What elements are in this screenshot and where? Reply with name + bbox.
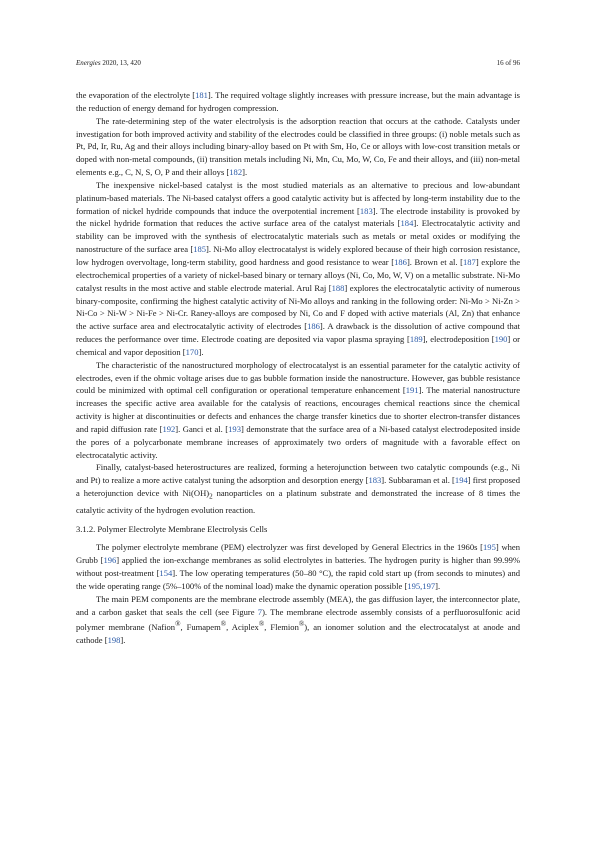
citation-link[interactable]: 194 [454, 475, 468, 486]
paragraph-4: The characteristic of the nanostructured morphology of electrocatalyst is an essential parameter for the catalytic activity of electrodes, even if the ohmic voltage arises due to gas bubble formation inside the nanostructure. However, gas bubble resistance could be minimized with optimal cell configuration or operational temperature enhancement [191]. The material nanostructure increases the specific active area available for the catalysis of reactions, encourages chemical reactions since the chemical activity is higher at discontinuities or defects and enhances the charge transfer kinetics due to shorter electron-transfer distances and rapid diffusion rate [192]. Ganci et al. [193] demonstrate that the surface area of a Ni-based catalyst electrodeposited inside the pores of a polycarbonate membrane increases of approximately two orders of magnitude with a favorable effect on electrocatalytic activity. [76, 359, 520, 460]
citation-link[interactable]: 188 [331, 282, 345, 293]
paragraph-6: The polymer electrolyte membrane (PEM) electrolyzer was first developed by General Electrics in the 1960s [195] when Grubb [196] applied the ion-exchange membranes as solid electrolytes in batteries. The hydrogen purity is higher than 99.99% without post-treatment [154]. The low operating temperatures (50–80 °C), the rapid cold start up (from seconds to minutes) and the wide operating range (5%–100% of the nominal load) make the dynamic operation possible [195,197]. [76, 542, 520, 591]
paragraph-7: The main PEM components are the membrane electrode assembly (MEA), the gas diffusion layer, the interconnector plate, and a carbon gasket that seals the cell (see Figure 7). The membrane electrode assembly consists of a perfluorosulfonic acid polymer membrane (Nafion®, Fumapem®, Aciplex®, Flemion®), an ionomer solution and the electrocatalyst at anode and cathode [198]. [76, 593, 521, 646]
registered-mark: ® [175, 620, 181, 629]
citation-link[interactable]: 186 [307, 321, 320, 332]
citation-link[interactable]: 195,197 [407, 580, 436, 591]
citation-link[interactable]: 195 [483, 542, 496, 553]
citation-link[interactable]: 189 [409, 334, 423, 345]
citation-link[interactable]: 190 [494, 334, 508, 345]
citation-link[interactable]: 182 [229, 167, 243, 178]
registered-mark: ® [258, 620, 265, 629]
paragraph-2: The rate-determining step of the water electrolysis is the adsorption reaction that occurs at the cathode. Catalysts under investigation for both improved activity and stability of the electrodes could be classified in three groups: (i) noble metals such as Pt, Pd, Ir, Ru, Ag and their alloys including binary-alloy based on Pt with Sm, Ho, Ce or alloys with low-cost transition metals or doped with non-metal compounds, (ii) transition metals including Ni, Mn, Cu, Mo, W, Co, Fe and their alloys, and (iii) non-metal elements e.g., C, N, S, O, P and their alloys [182]. [76, 115, 520, 178]
registered-mark: ® [220, 620, 227, 629]
journal-volume: 2020, 13, 420 [100, 59, 141, 67]
citation-link[interactable]: 187 [463, 256, 476, 267]
paragraph-1: the evaporation of the electrolyte [181]. The required voltage slightly increases with pressure increase, but the main advantage is the reduction of energy demand for hydrogen compression. [76, 90, 520, 113]
subscript: 2 [209, 492, 213, 501]
citation-link[interactable]: 192 [162, 423, 176, 434]
citation-link[interactable]: 184 [400, 218, 414, 229]
citation-link[interactable]: 181 [195, 90, 208, 100]
citation-link[interactable]: 183 [368, 475, 382, 486]
journal-citation [76, 57, 141, 69]
citation-link[interactable]: 154 [159, 568, 173, 579]
figure-link[interactable]: 7 [257, 606, 263, 617]
citation-link[interactable]: 185 [193, 244, 207, 255]
citation-link[interactable]: 186 [394, 256, 407, 267]
citation-link[interactable]: 170 [185, 346, 199, 357]
citation-link[interactable]: 191 [405, 385, 419, 396]
section-heading: 3.1.2. Polymer Electrolyte Membrane Electrolysis Cells [76, 523, 268, 534]
journal-name: Energies [76, 59, 101, 67]
paragraph-5: Finally, catalyst-based heterostructures are realized, forming a heterojunction between two catalytic compounds (e.g., Ni and Pt) to realize a more active catalyst tuning the adsorption and desorption energy [183]. Subbaraman et al. [194] first proposed a heterojunction device with $Ni(OH)_2$ nanoparticles on a platinum substrate and demonstrated the increase of 8 times the catalytic activity of the hydrogen evolution reaction. [76, 462, 520, 515]
citation-link[interactable]: 183 [359, 205, 373, 216]
citation-link[interactable]: 193 [228, 423, 241, 434]
citation-link[interactable]: 196 [103, 555, 117, 566]
paragraph-3: The inexpensive nickel-based catalyst is the most studied materials as an alternative to precious and low-abundant platinum-based materials. The Ni-based catalyst offers a good catalytic activity but is affected by long-term instability due to the formation of nickel hydride compounds that induce the overpotential increment [183]. The electrode instability is provoked by the nickel hydride formation that reduces the active surface area of the catalyst materials [184]. Electrocatalytic activity and stability can be improved with the synthesis of electrocatalytic materials such as metals or metal oxides or modifying the nanostructure of the surface area [185]. Ni-Mo alloy electrocatalyst is widely explored because of their high corrosion resistance, low hydrogen overvoltage, long-term stability, good hardness and good resistance to wear [186]. Brown et al. [187] explore the electrochemical properties of a variety of nickel-based binary or ternary alloys (Ni, Co, Mo, W, V) on a metallic substrate. Ni-Mo catalyst results in the most active and stable electrode material. Arul Raj [188] explores the electrocatalytic activity of numerous binary-composite, confirming the highest catalytic activity of Ni-Mo alloys and ranking in the following order: Ni-Mo > Ni-Zn > Ni-Co > Ni-W > Ni-Fe > Ni-Cr. Raney-alloys are composed by Ni, Co and F doped with active materials (Al, Zn) that enhance the active surface area and electrocatalytic activity of electrodes [186]. A drawback is the dissolution of active compound that reduces the performance over time. Electrode coating are deposited via vapor plasma spraying [189], electrodeposition [190] or chemical and vapor deposition [170]. [76, 179, 521, 357]
main-text [76, 89, 520, 647]
citation-link[interactable]: 198 [107, 635, 121, 646]
running-header [76, 57, 520, 69]
registered-mark: ® [298, 620, 305, 629]
page-number: 16 of 96 [496, 59, 520, 67]
